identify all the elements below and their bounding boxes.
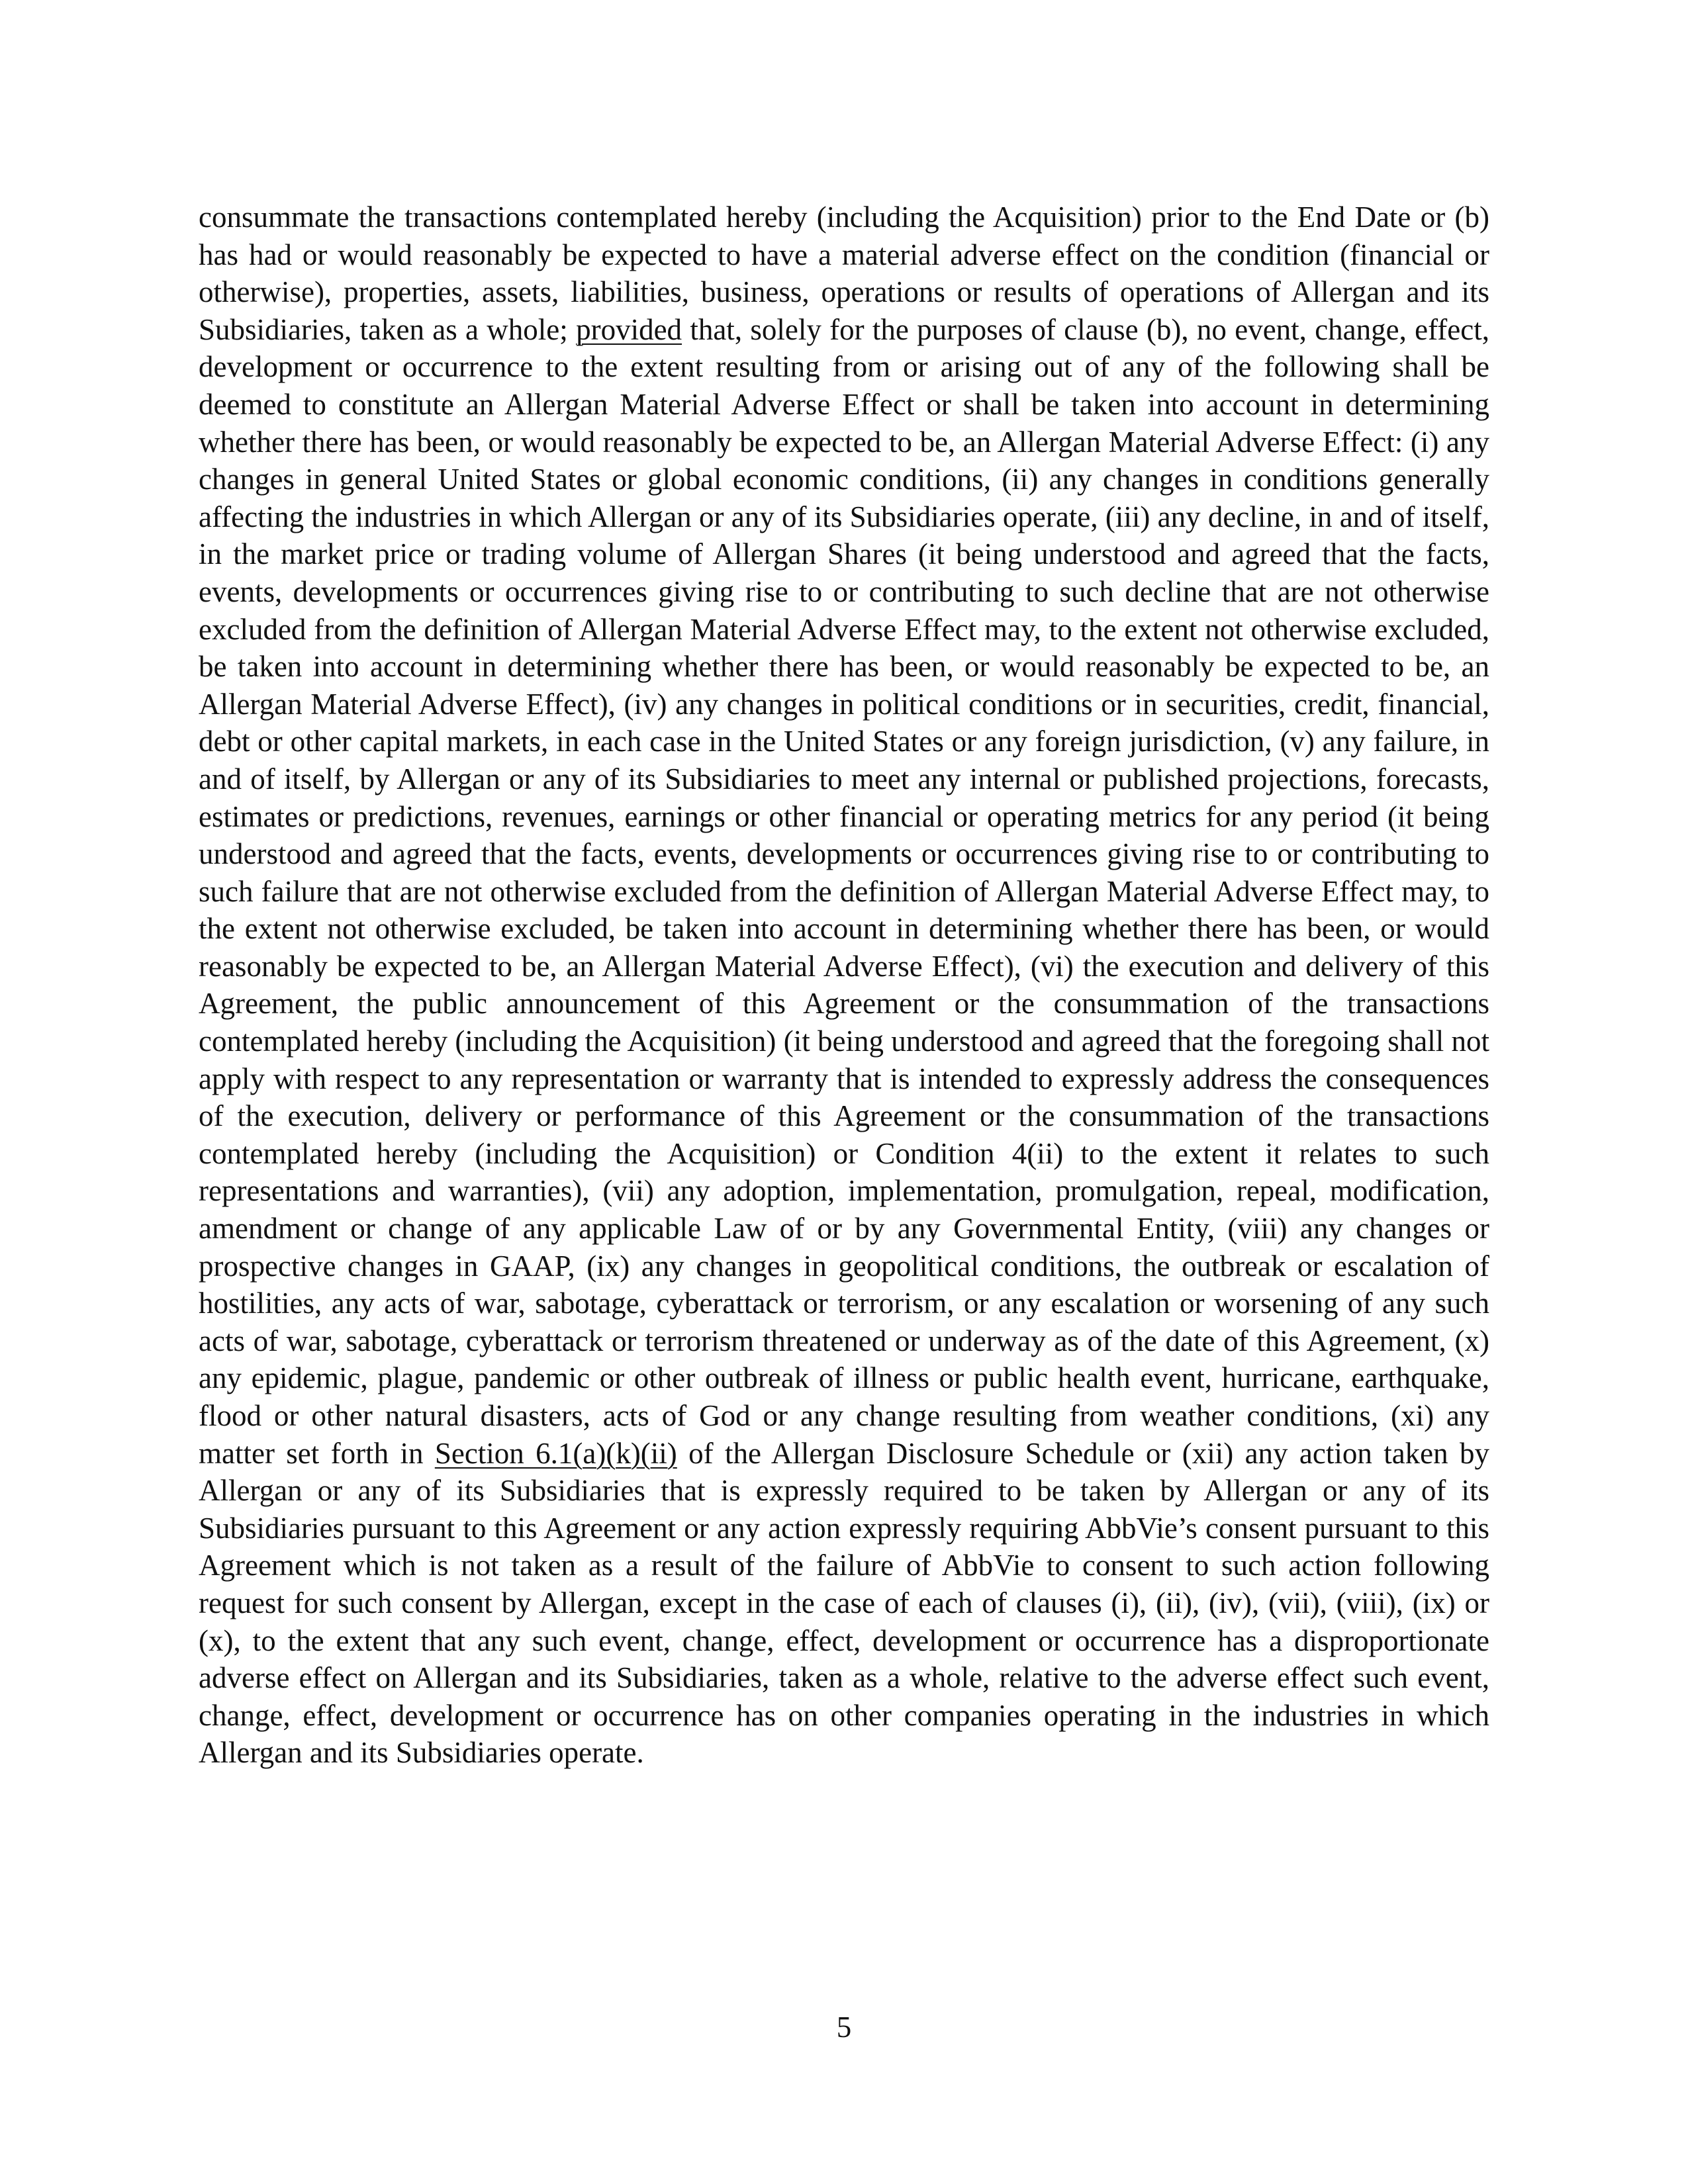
body-paragraph [199,199,1489,1772]
provided-underlined-term: provided [576,312,682,346]
paragraph-text-part-1: consummate the transactions contemplated hereby (including the Acquisition) prior to the End Date or (b) has had or would reasonably be expected to have a material adverse effect on the condition (financial or otherwise), properties, assets, liabilities, business, operations or results of operations of Allergan and its Subsidiaries, taken as a whole; [199,201,1489,346]
section-reference-underlined: Section 6.1(a)(k)(ii) [434,1436,677,1470]
page-number: 5 [836,2011,852,2044]
paragraph-text-part-2: that, solely for the purposes of clause (b), no event, change, effect, development or occurrence to the extent resulting from or arising out of any of the following shall be deemed to constitute an Allergan Material Adverse Effect or shall be taken into account in determining whether there has been, or would reasonably be expected to be, an Allergan Material Adverse Effect: (i) any changes in general United States or global economic conditions, (ii) any changes in conditions generally affecting the industries in which Allergan or any of its Subsidiaries operate, (iii) any decline, in and of itself, in the market price or trading volume of Allergan Shares (it being understood and agreed that the facts, events, developments or occurrences giving rise to or contributing to such decline that are not otherwise excluded from the definition of Allergan Material Adverse Effect may, to the extent not otherwise excluded, be taken into account in determining whether there has been, or would reasonably be expected to be, an Allergan Material Adverse Effect), (iv) any changes in political conditions or in securities, credit, financial, debt or other capital markets, in each case in the United States or any foreign jurisdiction, (v) any failure, in and of itself, by Allergan or any of its Subsidiaries to meet any internal or published projections, forecasts, estimates or predictions, revenues, earnings or other financial or operating metrics for any period (it being understood and agreed that the facts, events, developments or occurrences giving rise to or contributing to such failure that are not otherwise excluded from the definition of Allergan Material Adverse Effect may, to the extent not otherwise excluded, be taken into account in determining whether there has been, or would reasonably be expected to be, an Allergan Material Adverse Effect), (vi) the execution and delivery of this Agreement, the public announcement of this Agreement or the consummation of the transactions contemplated hereby (including the Acquisition) (it being understood and agreed that the foregoing shall not apply with respect to any representation or warranty that is intended to expressly address the consequences of the execution, delivery or performance of this Agreement or the consummation of the transactions contemplated hereby (including the Acquisition) or Condition 4(ii) to the extent it relates to such representations and warranties), (vii) any adoption, implementation, promulgation, repeal, modification, amendment or change of any applicable Law of or by any Governmental Entity, (viii) any changes or prospective changes in GAAP, (ix) any changes in geopolitical conditions, the outbreak or escalation of hostilities, any acts of war, sabotage, cyberattack or terrorism, or any escalation or worsening of any such acts of war, sabotage, cyberattack or terrorism threatened or underway as of the date of this Agreement, (x) any epidemic, plague, pandemic or other outbreak of illness or public health event, hurricane, earthquake, flood or other natural disasters, acts of God or any change resulting from weather conditions, (xi) any matter set forth in [199,312,1489,1470]
paragraph-text-part-3: of the Allergan Disclosure Schedule or (xii) any action taken by Allergan or any of its Subsidiaries that is expressly required to be taken by Allergan or any of its Subsidiaries pursuant to this Agreement or any action expressly requiring AbbVie’s consent pursuant to this Agreement which is not taken as a result of the failure of AbbVie to consent to such action following request for such consent by Allergan, except in the case of each of clauses (i), (ii), (iv), (vii), (viii), (ix) or (x), to the extent that any such event, change, effect, development or occurrence has a disproportionate adverse effect on Allergan and its Subsidiaries, taken as a whole, relative to the adverse effect such event, change, effect, development or occurrence has on other companies operating in the industries in which Allergan and its Subsidiaries operate. [199,1436,1490,1770]
